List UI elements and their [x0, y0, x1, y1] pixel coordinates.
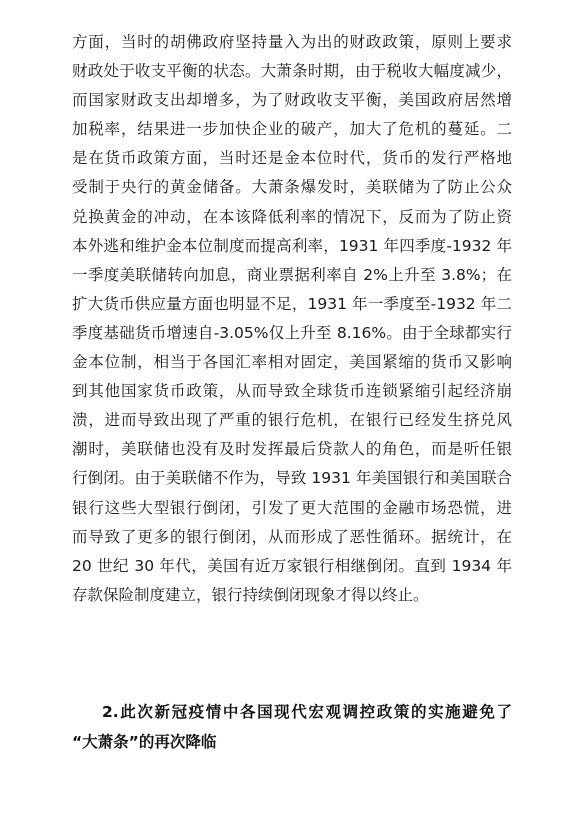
- paragraph-line: 而导致了更多的银行倒闭，从而形成了恶性循环。据统计，在: [72, 527, 512, 546]
- section-heading-line: 2.此次新冠疫情中各国现代宏观调控政策的实施避免了: [102, 703, 512, 721]
- section-heading-line: “大萧条”的再次降临: [72, 732, 217, 751]
- paragraph-line: 财政处于收支平衡的状态。大萧条时期，由于税收大幅度减少，: [72, 62, 512, 81]
- paragraph-line: 受制于央行的黄金储备。大萧条爆发时，美联储为了防止公众: [72, 178, 512, 197]
- paragraph-line: 方面，当时的胡佛政府坚持量入为出的财政政策，原则上要求: [72, 33, 512, 51]
- paragraph-line: 加税率，结果进一步加快企业的破产，加大了危机的蔓延。二: [72, 120, 512, 139]
- paragraph-line: 金本位制，相当于各国汇率相对固定，美国紧缩的货币又影响: [72, 353, 512, 372]
- paragraph-line: 潮时，美联储也没有及时发挥最后贷款人的角色，而是听任银: [72, 440, 512, 459]
- paragraph-line: 扩大货币供应量方面也明显不足，1931 年一季度至-1932 年二: [72, 294, 512, 313]
- paragraph-line: 本外逃和维护金本位制度而提高利率，1931 年四季度-1932 年: [72, 236, 512, 255]
- paragraph-line: 是在货币政策方面，当时还是金本位时代，货币的发行严格地: [72, 149, 512, 168]
- paragraph-line: 一季度美联储转向加息，商业票据利率自 2%上升至 3.8%；在: [72, 265, 512, 284]
- paragraph-line: 20 世纪 30 年代，美国有近万家银行相继倒闭。直到 1934 年: [72, 556, 512, 575]
- paragraph-line-last: 存款保险制度建立，银行持续倒闭现象才得以终止。: [72, 585, 429, 604]
- paragraph-line: 行倒闭。由于美联储不作为，导致 1931 年美国银行和美国联合: [72, 469, 512, 488]
- paragraph-line: 溃，进而导致出现了严重的银行危机，在银行已经发生挤兑风: [72, 411, 512, 430]
- body-paragraph: [72, 28, 512, 610]
- paragraph-line: 到其他国家货币政策，从而导致全球货币连锁紧缩引起经济崩: [72, 382, 512, 401]
- paragraph-line: 季度基础货币增速自-3.05%仅上升至 8.16%。由于全球都实行: [72, 323, 512, 342]
- paragraph-line: 兑换黄金的冲动，在本该降低利率的情况下，反而为了防止资: [72, 207, 512, 226]
- section-heading: [72, 698, 512, 757]
- paragraph-line: 银行这些大型银行倒闭，引发了更大范围的金融市场恐慌，进: [72, 498, 512, 517]
- paragraph-line: 而国家财政支出却增多，为了财政收支平衡，美国政府居然增: [72, 91, 512, 110]
